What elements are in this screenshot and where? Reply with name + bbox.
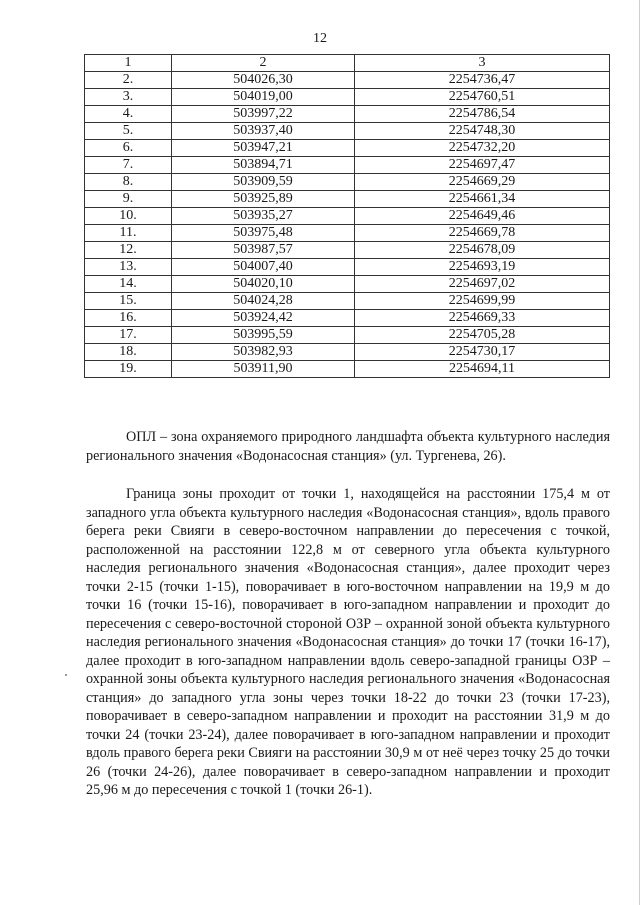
- table-row: [85, 361, 610, 378]
- y-coordinate-cell: 2254661,34: [355, 191, 610, 208]
- y-coordinate-cell: 2254697,47: [355, 157, 610, 174]
- x-coordinate-cell: 503937,40: [172, 123, 355, 140]
- x-coordinate-cell: 503975,48: [172, 225, 355, 242]
- point-number-cell: 13.: [85, 259, 172, 276]
- point-number-cell: 4.: [85, 106, 172, 123]
- table-row: [85, 293, 610, 310]
- y-coordinate-cell: 2254732,20: [355, 140, 610, 157]
- coordinates-table: [84, 54, 610, 378]
- x-coordinate-cell: 503909,59: [172, 174, 355, 191]
- x-coordinate-cell: 503911,90: [172, 361, 355, 378]
- table-row: [85, 276, 610, 293]
- y-coordinate-cell: 2254705,28: [355, 327, 610, 344]
- x-coordinate-cell: 504026,30: [172, 72, 355, 89]
- point-number-cell: 14.: [85, 276, 172, 293]
- page-number: 12: [313, 31, 327, 46]
- y-coordinate-cell: 2254699,99: [355, 293, 610, 310]
- point-number-cell: 10.: [85, 208, 172, 225]
- x-coordinate-cell: 503894,71: [172, 157, 355, 174]
- y-coordinate-cell: 2254760,51: [355, 89, 610, 106]
- table-header-row: [85, 55, 610, 72]
- scan-speck: [65, 674, 67, 676]
- y-coordinate-cell: 2254730,17: [355, 344, 610, 361]
- point-number-cell: 16.: [85, 310, 172, 327]
- table-header-cell: 2: [172, 55, 355, 72]
- y-coordinate-cell: 2254694,11: [355, 361, 610, 378]
- table-row: [85, 72, 610, 89]
- x-coordinate-cell: 503935,27: [172, 208, 355, 225]
- point-number-cell: 18.: [85, 344, 172, 361]
- y-coordinate-cell: 2254669,29: [355, 174, 610, 191]
- y-coordinate-cell: 2254748,30: [355, 123, 610, 140]
- y-coordinate-cell: 2254669,78: [355, 225, 610, 242]
- boundary-description-paragraph: Граница зоны проходит от точки 1, находящейся на расстоянии 175,4 м от западного угла объекта культурного наследия «Водонасосная станция», вдоль правого берега реки Свияги в северо-восточном направлении до пересечения с точкой, расположенной на расстоянии 122,8 м от северного угла объекта культурного наследия регионального значения «Водонасосная станция», далее проходит через точки 2-15 (точки 1-15), поворачивает в юго-восточном направлении на 19,9 м до точки 16 (точки 15-16), поворачивает в юго-западном направлении и проходит до пересечения с северо-восточной стороной ОЗР – охранной зоной объекта культурного наследия регионального значения «Водонасосная станция» до точки 17 (точки 16-17), далее проходит в юго-западном направлении вдоль северо-западной границы ОЗР – охранной зоны объекта культурного наследия регионального значения «Водонасосная станция» до западного угла зоны через точки 18-22 до точки 23 (точки 17-23), поворачивает в северо-западном направлении и проходит на расстоянии 31,9 м до точки 24 (точки 23-24), далее поворачивает в юго-западном направлении и проходит вдоль правого берега реки Свияги на расстоянии 30,9 м от неё через точку 25 до точки 26 (точки 24-26), далее поворачивает в северо-западном направлении и проходит 25,96 м до пересечения с точкой 1 (точки 26-1).: [86, 486, 610, 798]
- table-row: [85, 191, 610, 208]
- x-coordinate-cell: 504024,28: [172, 293, 355, 310]
- y-coordinate-cell: 2254678,09: [355, 242, 610, 259]
- point-number-cell: 19.: [85, 361, 172, 378]
- table-row: [85, 344, 610, 361]
- x-coordinate-cell: 503987,57: [172, 242, 355, 259]
- table-header-cell: 1: [85, 55, 172, 72]
- table-row: [85, 242, 610, 259]
- point-number-cell: 12.: [85, 242, 172, 259]
- x-coordinate-cell: 503997,22: [172, 106, 355, 123]
- x-coordinate-cell: 504007,40: [172, 259, 355, 276]
- x-coordinate-cell: 503925,89: [172, 191, 355, 208]
- y-coordinate-cell: 2254669,33: [355, 310, 610, 327]
- table-row: [85, 140, 610, 157]
- table-header-cell: 3: [355, 55, 610, 72]
- point-number-cell: 6.: [85, 140, 172, 157]
- table-row: [85, 157, 610, 174]
- table-row: [85, 89, 610, 106]
- y-coordinate-cell: 2254736,47: [355, 72, 610, 89]
- x-coordinate-cell: 503982,93: [172, 344, 355, 361]
- y-coordinate-cell: 2254693,19: [355, 259, 610, 276]
- y-coordinate-cell: 2254649,46: [355, 208, 610, 225]
- table-row: [85, 327, 610, 344]
- y-coordinate-cell: 2254697,02: [355, 276, 610, 293]
- x-coordinate-cell: 504019,00: [172, 89, 355, 106]
- point-number-cell: 15.: [85, 293, 172, 310]
- point-number-cell: 7.: [85, 157, 172, 174]
- x-coordinate-cell: 504020,10: [172, 276, 355, 293]
- x-coordinate-cell: 503995,59: [172, 327, 355, 344]
- point-number-cell: 17.: [85, 327, 172, 344]
- point-number-cell: 8.: [85, 174, 172, 191]
- point-number-cell: 3.: [85, 89, 172, 106]
- table-row: [85, 310, 610, 327]
- table-row: [85, 259, 610, 276]
- table-row: [85, 208, 610, 225]
- x-coordinate-cell: 503924,42: [172, 310, 355, 327]
- table-row: [85, 123, 610, 140]
- point-number-cell: 2.: [85, 72, 172, 89]
- table-row: [85, 174, 610, 191]
- point-number-cell: 11.: [85, 225, 172, 242]
- x-coordinate-cell: 503947,21: [172, 140, 355, 157]
- zone-definition-paragraph: ОПЛ – зона охраняемого природного ландшафта объекта культурного наследия регионального значения «Водонасосная станция» (ул. Тургенева, 26).: [86, 429, 610, 464]
- table-row: [85, 106, 610, 123]
- point-number-cell: 9.: [85, 191, 172, 208]
- point-number-cell: 5.: [85, 123, 172, 140]
- table-row: [85, 225, 610, 242]
- y-coordinate-cell: 2254786,54: [355, 106, 610, 123]
